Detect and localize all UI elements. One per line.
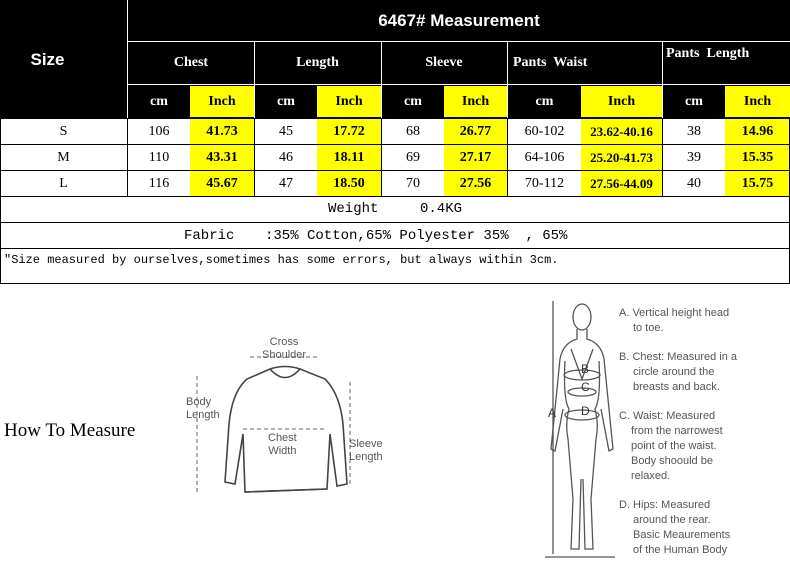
value-cell: 68 bbox=[406, 123, 420, 139]
value-cell: 70 bbox=[406, 175, 420, 191]
body-length-label: Length bbox=[186, 409, 220, 421]
unit-inch: Inch bbox=[317, 86, 381, 117]
value-cell: 15.75 bbox=[725, 171, 790, 196]
value-cell: 70-112 bbox=[524, 175, 565, 191]
instruction-line: from the narrowest bbox=[631, 425, 723, 437]
instruction-line: Basic Meaurements bbox=[633, 529, 731, 541]
instructions bbox=[619, 306, 789, 558]
unit-cm: cm bbox=[150, 93, 168, 109]
value-cell: 47 bbox=[279, 175, 293, 191]
unit-inch: Inch bbox=[581, 86, 662, 117]
header-divider bbox=[128, 84, 790, 85]
cross-shoulder-label: Shoulder bbox=[262, 349, 307, 361]
cross-shoulder-label: Cross bbox=[269, 336, 299, 348]
value-cell: 27.56-44.09 bbox=[581, 171, 662, 196]
size-header: Size bbox=[30, 50, 65, 69]
weight-value: 0.4KG bbox=[420, 201, 463, 217]
instruction-b bbox=[619, 350, 789, 395]
instruction-line: C. Waist: Measured bbox=[619, 410, 716, 422]
fabric-label: Fabric bbox=[184, 228, 235, 244]
size-note: "Size measured by ourselves,sometimes has some errors, but always within 3cm. bbox=[4, 253, 559, 267]
instruction-a bbox=[619, 306, 789, 336]
unit-inch: Inch bbox=[444, 86, 507, 117]
col-divider bbox=[0, 118, 1, 284]
row-divider bbox=[0, 118, 790, 119]
size-cell: L bbox=[59, 175, 68, 191]
value-cell: 14.96 bbox=[725, 119, 790, 144]
body-figure bbox=[535, 299, 617, 561]
sleeve-length-label: Length bbox=[349, 451, 383, 463]
col-header-sleeve: Sleeve bbox=[425, 55, 463, 70]
value-cell: 116 bbox=[148, 175, 170, 191]
marker-b: B bbox=[581, 362, 590, 376]
value-cell: 18.11 bbox=[317, 145, 381, 170]
how-to-measure-section bbox=[0, 284, 790, 578]
how-to-measure-heading: How To Measure bbox=[4, 420, 136, 441]
sleeve-length-label: Sleeve bbox=[349, 438, 383, 450]
chest-width-label: Chest bbox=[268, 432, 297, 444]
row-divider bbox=[0, 222, 790, 223]
instruction-line: of the Human Body bbox=[633, 544, 728, 556]
col-header-chest: Chest bbox=[173, 55, 209, 70]
value-cell: 27.17 bbox=[444, 145, 507, 170]
value-cell: 27.56 bbox=[444, 171, 507, 196]
col-header-length: Length bbox=[296, 55, 339, 70]
unit-cm: cm bbox=[535, 93, 554, 109]
col-divider bbox=[381, 118, 382, 196]
row-divider bbox=[0, 170, 790, 171]
value-cell: 40 bbox=[687, 175, 701, 191]
size-cell: M bbox=[57, 149, 70, 165]
unit-cm: cm bbox=[277, 93, 295, 109]
size-cell: S bbox=[59, 123, 68, 139]
table-title: 6467# Measurement bbox=[378, 11, 540, 30]
value-cell: 106 bbox=[148, 123, 170, 139]
value-cell: 43.31 bbox=[190, 145, 254, 170]
instruction-line: breasts and back. bbox=[633, 381, 720, 393]
value-cell: 60-102 bbox=[524, 123, 565, 139]
value-cell: 23.62-40.16 bbox=[581, 119, 662, 144]
instruction-line: around the rear. bbox=[633, 514, 711, 526]
value-cell: 45 bbox=[279, 123, 293, 139]
col-divider bbox=[507, 118, 508, 196]
col-divider bbox=[127, 118, 128, 196]
instruction-line: B. Chest: Measured in a bbox=[619, 351, 738, 363]
value-cell: 69 bbox=[406, 149, 420, 165]
instruction-line: point of the waist. bbox=[631, 440, 717, 452]
value-cell: 17.72 bbox=[317, 119, 381, 144]
instruction-c bbox=[619, 409, 789, 484]
value-cell: 110 bbox=[148, 149, 170, 165]
value-cell: 38 bbox=[687, 123, 701, 139]
instruction-line: relaxed. bbox=[631, 470, 671, 482]
chest-width-label: Width bbox=[268, 445, 297, 457]
instruction-line: Body shoould be bbox=[631, 455, 713, 467]
instruction-line: D. Hips: Measured bbox=[619, 499, 711, 511]
row-divider bbox=[0, 196, 790, 197]
marker-c: C bbox=[581, 380, 590, 394]
fabric-value: :35% Cotton,65% Polyester 35% , 65% bbox=[265, 228, 568, 244]
col-header-pants-length: Pants Length bbox=[666, 46, 750, 61]
value-cell: 26.77 bbox=[444, 119, 507, 144]
instruction-line: circle around the bbox=[633, 366, 715, 378]
value-cell: 39 bbox=[687, 149, 701, 165]
instruction-line: to toe. bbox=[633, 322, 664, 334]
marker-d: D bbox=[581, 404, 590, 418]
weight-label: Weight bbox=[328, 201, 379, 217]
instruction-line: A. Vertical height head bbox=[619, 307, 730, 319]
value-cell: 18.50 bbox=[317, 171, 381, 196]
value-cell: 64-106 bbox=[524, 149, 565, 165]
value-cell: 15.35 bbox=[725, 145, 790, 170]
col-divider bbox=[662, 118, 663, 196]
unit-inch: Inch bbox=[190, 86, 254, 117]
unit-inch: Inch bbox=[725, 86, 790, 117]
value-cell: 46 bbox=[279, 149, 293, 165]
value-cell: 25.20-41.73 bbox=[581, 145, 662, 170]
unit-cm: cm bbox=[404, 93, 422, 109]
value-cell: 45.67 bbox=[190, 171, 254, 196]
marker-a: A bbox=[548, 406, 557, 420]
col-header-pants-waist: Pants Waist bbox=[513, 55, 588, 70]
col-divider bbox=[254, 118, 255, 196]
value-cell: 41.73 bbox=[190, 119, 254, 144]
row-divider bbox=[0, 248, 790, 249]
row-divider bbox=[0, 144, 790, 145]
unit-cm: cm bbox=[685, 93, 703, 109]
instruction-d bbox=[619, 498, 789, 558]
body-length-label: Body bbox=[186, 396, 212, 408]
